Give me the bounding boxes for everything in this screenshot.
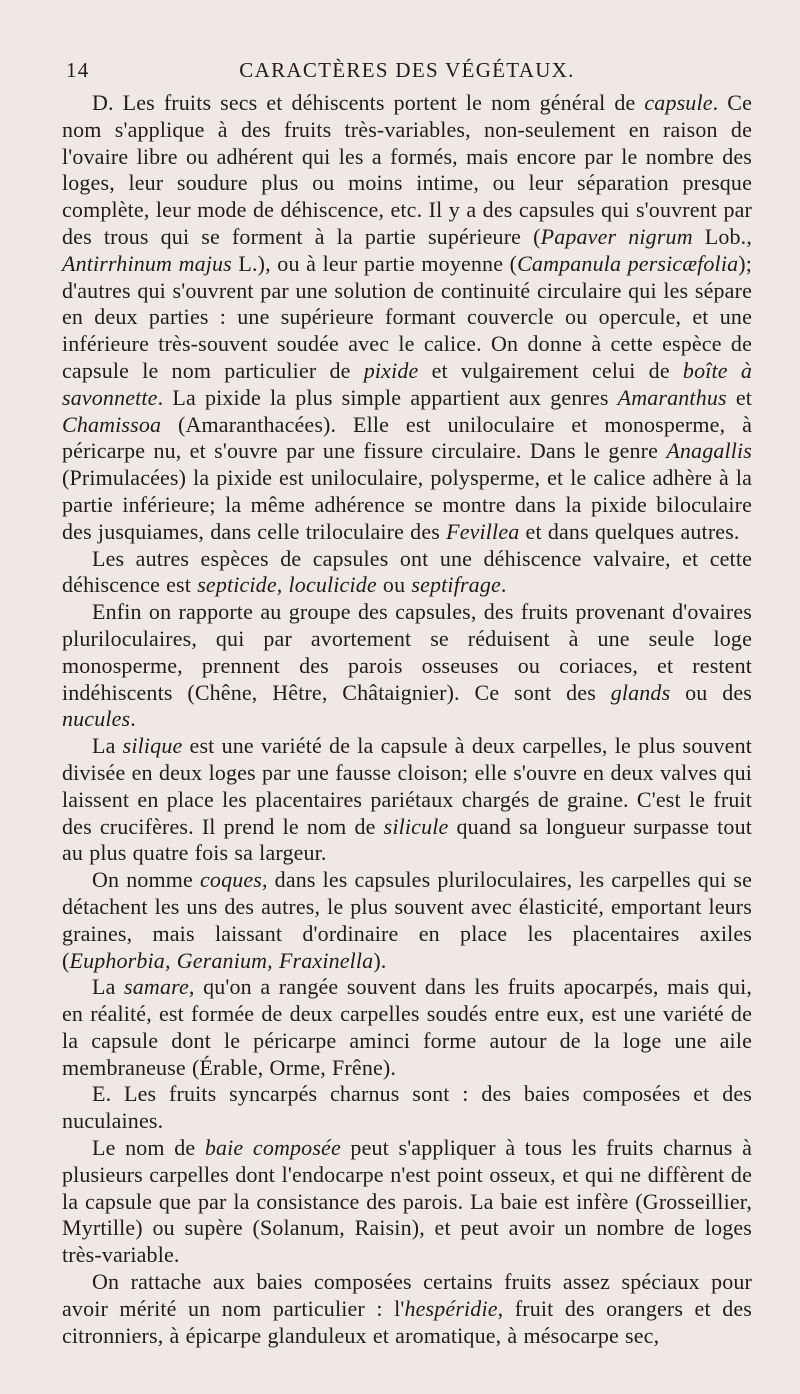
text-run: Enfin on rapporte au groupe des capsules, des fruits provenant d'ovaires pluriloculaires, qui par avortement se réduisent à une seule loge monosperme, prennent des parois osseuses ou coriaces, et restent indéhiscents (Chêne, Hêtre, Châtaignier). Ce sont des: [62, 599, 752, 705]
text-run: peut s'appliquer à tous les fruits charnus à plusieurs carpelles dont l'endocarpe n'est point osseux, et qui ne diffèrent de la capsule que par la consistance des parois. La baie est infère (Grosseillier, Myrtille) ou supère (Solanum, Raisin), et peut avoir un nombre de loges très-variable.: [62, 1135, 752, 1268]
page-number: 14: [66, 58, 90, 82]
text-run: On nomme: [92, 867, 200, 893]
paragraph: [62, 733, 752, 867]
italic-term: hespéridie: [404, 1295, 498, 1321]
text-run: ); d'autres qui s'ouvrent par une solution de continuité circulaire qui les sépare en deux parties : une supérieure formant couvercle ou opercule, et une inférieure très-souvent soudée avec le calice. On donne à cette espèce de capsule le nom particulier de: [62, 250, 752, 383]
italic-term: Chamissoa: [62, 411, 162, 437]
italic-term: Campanula persicæfolia: [517, 250, 739, 276]
text-run: .: [500, 572, 507, 598]
text-run: .: [130, 706, 136, 732]
italic-term: silicule: [383, 813, 449, 839]
text-run: La: [92, 974, 125, 1000]
italic-term: Fevillea: [446, 518, 520, 544]
text-run: On rattache aux baies composées certains fruits assez spéciaux pour avoir mérité un nom particulier : l': [62, 1269, 752, 1321]
italic-term: septicide, loculicide: [197, 572, 377, 598]
text-run: Les autres espèces de capsules ont une déhiscence valvaire, et cette déhiscence est: [62, 545, 752, 598]
running-title: CARACTÈRES DES VÉGÉTAUX.: [239, 58, 575, 82]
text-run: quand sa longueur surpasse tout au plus quatre fois sa largeur.: [62, 813, 752, 866]
text-run: , fruit des orangers et des citronniers, à épicarpe glanduleux et aromatique, à mésocarpe sec,: [62, 1295, 752, 1348]
text-run: et dans quelques autres.: [519, 518, 740, 544]
text-run: ou: [376, 572, 412, 598]
paragraph: [62, 1081, 752, 1135]
italic-term: silique: [122, 733, 183, 759]
text-run: D. Les fruits secs et déhiscents portent le nom général de: [92, 90, 645, 115]
text-run: Le nom de: [92, 1135, 205, 1161]
italic-term: pixide: [363, 357, 419, 383]
text-run: . Ce nom s'applique à des fruits très-variables, non-seulement en raison de l'ovaire libre ou adhérent qui les a formés, mais encore par le nombre des loges, leur soudure plus ou moins intime, ou leur séparation presque complète, leur mode de déhiscence, etc. Il y a des capsules qui s'ouvrent par des trous qui se forment à la partie supérieure (: [62, 90, 752, 249]
paragraph: [62, 867, 752, 974]
text-run: , dans les capsules pluriloculaires, les carpelles qui se détachent les uns des autres, le plus souvent avec élasticité, emportant leurs graines, mais laissant d'ordinaire en place les placentaires axiles (: [62, 867, 752, 973]
italic-term: glands: [610, 679, 671, 705]
text-run: . La pixide la plus simple appartient aux genres: [157, 384, 618, 410]
paragraph: [62, 546, 752, 600]
text-run: et vulgairement celui de: [418, 357, 683, 383]
paragraph: [62, 974, 752, 1081]
text-run: E. Les fruits syncarpés charnus sont : des baies composées et des nuculaines.: [62, 1081, 752, 1134]
text-run: Lob.,: [692, 223, 752, 249]
italic-term: septifrage: [411, 572, 501, 598]
italic-term: Papaver nigrum: [540, 223, 693, 249]
paragraph: [62, 1135, 752, 1269]
italic-term: capsule: [644, 90, 713, 115]
italic-term: Euphorbia, Geranium, Fraxinella: [69, 947, 374, 973]
text-run: (Primulacées) la pixide est uniloculaire, polysperme, et le calice adhère à la partie inférieure; la même adhérence se montre dans la pixide biloculaire des jusquiames, dans celle triloculaire des: [62, 465, 752, 544]
running-header: [62, 44, 752, 84]
italic-term: boîte à savonnette: [62, 357, 752, 410]
text-run: , qu'on a rangée souvent dans les fruits apocarpés, mais qui, en réalité, est formée de deux carpelles soudés entre eux, est une variété de la capsule dont le péricarpe aminci forme autour de la loge une aile membraneuse (Érable, Orme, Frêne).: [62, 974, 753, 1080]
paragraph: [62, 1269, 752, 1349]
italic-term: Anagallis: [666, 438, 752, 464]
italic-term: baie composée: [204, 1135, 341, 1161]
text-run: et: [726, 384, 752, 410]
paragraph: [62, 599, 752, 733]
italic-term: Amaranthus: [617, 384, 727, 410]
body-text: [62, 90, 752, 1349]
text-run: ou des: [670, 679, 752, 705]
text-run: ).: [373, 947, 387, 973]
paragraph: [62, 90, 752, 546]
text-run: La: [92, 733, 123, 759]
text-run: est une variété de la capsule à deux carpelles, le plus souvent divisée en deux loges par une fausse cloison; elle s'ouvre en deux valves qui laissent en place les placentaires pariétaux chargés de graine. C'est le fruit des crucifères. Il prend le nom de: [62, 733, 752, 839]
text-run: L.), ou à leur partie moyenne (: [231, 250, 518, 276]
italic-term: samare: [124, 974, 189, 1000]
text-run: (Amaranthacées). Elle est uniloculaire et monosperme, à péricarpe nu, et s'ouvre par une fissure circulaire. Dans le genre: [62, 411, 752, 464]
italic-term: nucules: [62, 706, 131, 732]
italic-term: coques: [200, 867, 262, 893]
italic-term: Antirrhinum majus: [62, 250, 232, 276]
